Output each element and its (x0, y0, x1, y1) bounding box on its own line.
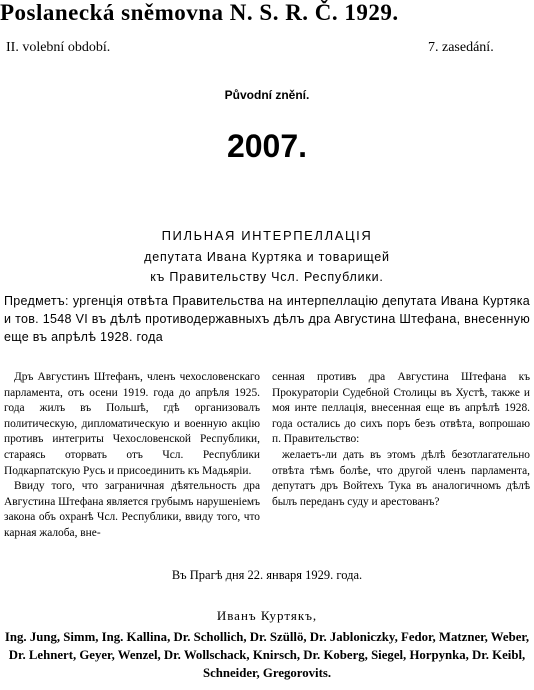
session-number: 7. zasedání. (428, 40, 494, 55)
body-paragraph: желаетъ-ли дать въ этомъ дѣлѣ безотлагательно отвѣта тѣмъ болѣе, что другой членъ парламента, депутатъ дръ Войтехъ Тука въ аналогичномъ дѣлѣ былъ переданъ суду и арестованъ? (272, 448, 530, 508)
signatory-name: Иванъ Куртякъ, (216, 608, 318, 623)
body-left-column (4, 370, 260, 542)
place-and-date: Въ Прагѣ дня 22. января 1929. года. (171, 568, 363, 582)
interpellation-addressee-line: къ Правительству Чсл. Республики. (150, 270, 384, 284)
body-paragraph: сенная противъ дра Августина Штефана къ Прокураторіи Судебной Столицы въ Хустѣ, также и моя инте пеллація, внесенная еще въ апрѣлѣ 1928. года остались до сихъ поръ безъ отвѣта, вопрошаю п. Правительство: (272, 371, 530, 446)
interpellation-title: ПИЛЬНАЯ ИНТЕРПЕЛЛАЦІЯ (161, 228, 373, 243)
electoral-period: II. volební období. (6, 40, 111, 55)
original-text-label: Původní znění. (224, 88, 310, 102)
parliament-header-title: Poslanecká sněmovna N. S. R. Č. 1929. (0, 0, 399, 25)
interpellation-subject: Предметъ: ургенція отвѣта Правительства на интерпеллацію депутата Ивана Куртяка и тов. 1548 VI въ дѣлѣ противодержавныхъ дѣлъ дра Августина Штефана, внесенную еще въ апрѣлѣ 1928. года (4, 294, 530, 344)
interpellation-author-line: депутата Ивана Куртяка и товарищей (144, 250, 390, 264)
body-right-column (272, 370, 530, 510)
body-paragraph: Дръ Августинъ Штефанъ, членъ чехословенскаго парламента, отъ осени 1919. года до апрѣля 1925. года жилъ въ Польшѣ, гдѣ организовалъ политическую, дипломатическую и военную акцію противъ интегриты Чехословенской Республики, стараясь оторвать отъ Чсл. Республики Подкарпатскую Русь и присоединить къ Мадьярiи. (4, 371, 260, 477)
document-number: 2007. (226, 128, 308, 164)
body-paragraph: Ввиду того, что заграничная дѣятельность дра Августина Штефана является грубымъ нарушеніемъ закона объ охранѣ Чсл. Республики, ввиду того, что карная жалоба, вне- (4, 480, 260, 539)
cosigners-list: Ing. Jung, Simm, Ing. Kallina, Dr. Schollich, Dr. Szüllö, Dr. Jabloniczky, Fedor, Matzner, Weber, Dr. Lehnert, Geyer, Wenzel, Dr. Wollschack, Knirsch, Dr. Koberg, Siegel, Horpynka, Dr. Keibl, Schneider, Gregorovits. (4, 630, 530, 680)
